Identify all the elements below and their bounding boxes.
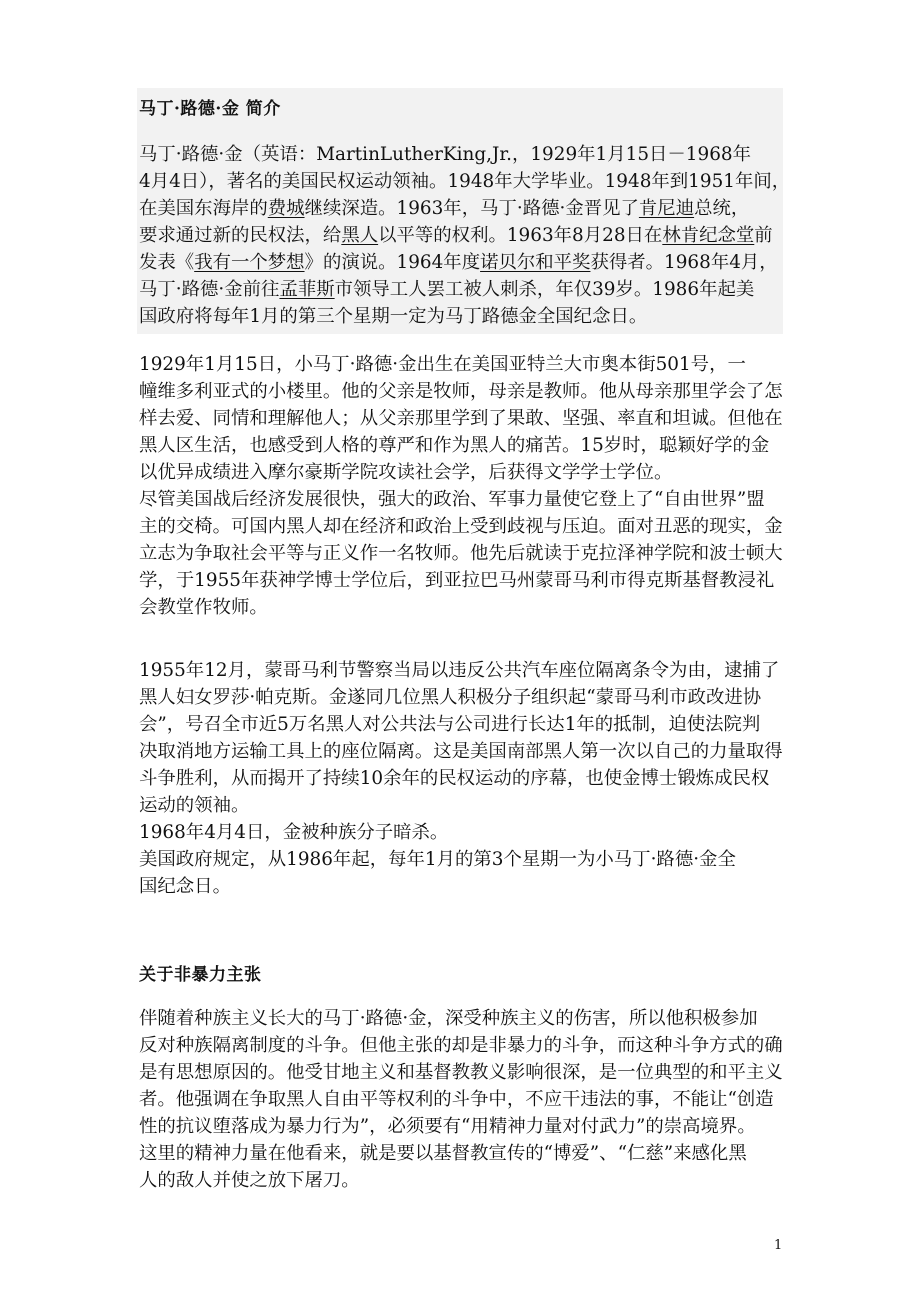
text-line: 样去爱、同情和理解他人；从父亲那里学到了果敢、坚强、率直和坦诚。但他在 — [139, 408, 783, 429]
text-line: 斗争胜利，从而揭开了持续10余年的民权运动的序幕，也使金博士锻炼成民权 — [139, 768, 770, 789]
text-line — [139, 249, 783, 276]
text-segment: 前 — [754, 225, 773, 246]
text-segment: 4月4日），著名的美国民权运动领袖。1948年大学毕业。1948年到1951年间， — [139, 171, 791, 192]
text-line: 决取消地方运输工具上的座位隔离。这是美国南部黑人第一次以自己的力量取得 — [139, 741, 783, 762]
hyperlink[interactable]: 黑人 — [341, 225, 379, 246]
text-line — [139, 276, 783, 303]
text-line — [139, 168, 791, 195]
text-line: 者。他强调在争取黑人自由平等权利的斗争中，不应干违法的事，不能让“创造 — [139, 1089, 774, 1110]
hyperlink[interactable]: 林肯纪念堂 — [662, 225, 755, 246]
text-line: 伴随着种族主义长大的马丁·路德·金，深受种族主义的伤害，所以他积极参加 — [139, 1008, 758, 1029]
section-title-intro: 马丁·路德·金 简介 — [139, 99, 281, 119]
nonviolence-paragraph — [139, 1005, 783, 1194]
text-line: 国纪念日。 — [139, 876, 231, 897]
section-title-nonviolence: 关于非暴力主张 — [139, 965, 262, 985]
text-line — [139, 195, 783, 222]
text-segment: 继续深造。1963年，马丁·路德·金晋见了 — [304, 198, 639, 219]
text-segment: 要求通过新的民权法，给 — [139, 225, 342, 246]
text-line: 1955年12月，蒙哥马利节警察当局以违反公共汽车座位隔离条令为由，逮捕了 — [139, 660, 780, 681]
text-segment: 马丁·路德·金（英语：MartinLutherKing,Jr.，1929年1月15日－1968年 — [139, 144, 751, 165]
text-line: 立志为争取社会平等与正义作一名牧师。他先后就读于克拉泽神学院和波士顿大 — [139, 543, 783, 564]
text-segment: 获得者。1968年4月， — [590, 252, 778, 273]
text-line: 这里的精神力量在他看来，就是要以基督教宣传的“博爱”、“仁慈”来感化黑 — [139, 1143, 747, 1164]
text-segment: 在美国东海岸的 — [139, 198, 268, 219]
biography-paragraph — [139, 351, 783, 621]
text-line: 会”，号召全市近5万名黑人对公共法与公司进行长达1年的抵制，迫使法院判 — [139, 714, 761, 735]
text-line: 1968年4月4日，金被种族分子暗杀。 — [139, 822, 449, 843]
text-segment: 》的演说。1964年度 — [304, 252, 481, 273]
text-line: 是有思想原因的。他受甘地主义和基督教教义影响很深，是一位典型的和平主义 — [139, 1062, 783, 1083]
text-line: 会教堂作牧师。 — [139, 597, 268, 618]
text-line: 性的抗议堕落成为暴力行为”，必须要有“用精神力量对付武力”的崇高境界。 — [139, 1116, 756, 1137]
text-segment: 马丁·路德·金前往 — [139, 279, 280, 300]
text-line: 人的敌人并使之放下屠刀。 — [139, 1170, 360, 1191]
text-line: 1929年1月15日，小马丁·路德·金出生在美国亚特兰大市奥本街501号，一 — [139, 354, 746, 375]
text-line — [139, 141, 783, 168]
text-segment: 市领导工人罢工被人刺杀，年仅39岁。1986年起美 — [334, 279, 755, 300]
page-number: 1 — [774, 1238, 783, 1253]
text-line: 反对种族隔离制度的斗争。但他主张的却是非暴力的斗争，而这种斗争方式的确 — [139, 1035, 783, 1056]
hyperlink[interactable]: 我有一个梦想 — [194, 252, 305, 273]
text-line: 运动的领袖。 — [139, 795, 250, 816]
intro-paragraph — [139, 141, 791, 330]
text-segment: 发表《 — [139, 252, 195, 273]
text-line: 黑人妇女罗莎·帕克斯。金遂同几位黑人积极分子组织起“蒙哥马利市政改进协 — [139, 687, 762, 708]
text-line: 学，于1955年获神学博士学位后，到亚拉巴马州蒙哥马利市得克斯基督教浸礼 — [139, 570, 775, 591]
text-line — [139, 303, 783, 330]
hyperlink[interactable]: 诺贝尔和平奖 — [480, 252, 591, 273]
text-segment: 总统， — [694, 198, 750, 219]
text-line: 黑人区生活，也感受到人格的尊严和作为黑人的痛苦。15岁时，聪颖好学的金 — [139, 435, 770, 456]
hyperlink[interactable]: 孟菲斯 — [279, 279, 335, 300]
text-segment: 以平等的权利。1963年8月28日在 — [378, 225, 663, 246]
text-line: 主的交椅。可国内黑人却在经济和政治上受到歧视与压迫。面对丑恶的现实，金 — [139, 516, 783, 537]
hyperlink[interactable]: 费城 — [267, 198, 305, 219]
hyperlink[interactable]: 肯尼迪 — [638, 198, 695, 219]
events-paragraph — [139, 657, 783, 900]
text-line: 美国政府规定，从1986年起，每年1月的第3个星期一为小马丁·路德·金全 — [139, 849, 736, 870]
text-segment: 国政府将每年1月的第三个星期一定为马丁路德金全国纪念日。 — [139, 306, 648, 327]
text-line: 幢维多利亚式的小楼里。他的父亲是牧师，母亲是教师。他从母亲那里学会了怎 — [139, 381, 783, 402]
text-line — [139, 222, 783, 249]
text-line: 以优异成绩进入摩尔豪斯学院攻读社会学，后获得文学学士学位。 — [139, 462, 673, 483]
text-line: 尽管美国战后经济发展很快，强大的政治、军事力量使它登上了“自由世界”盟 — [139, 489, 765, 510]
